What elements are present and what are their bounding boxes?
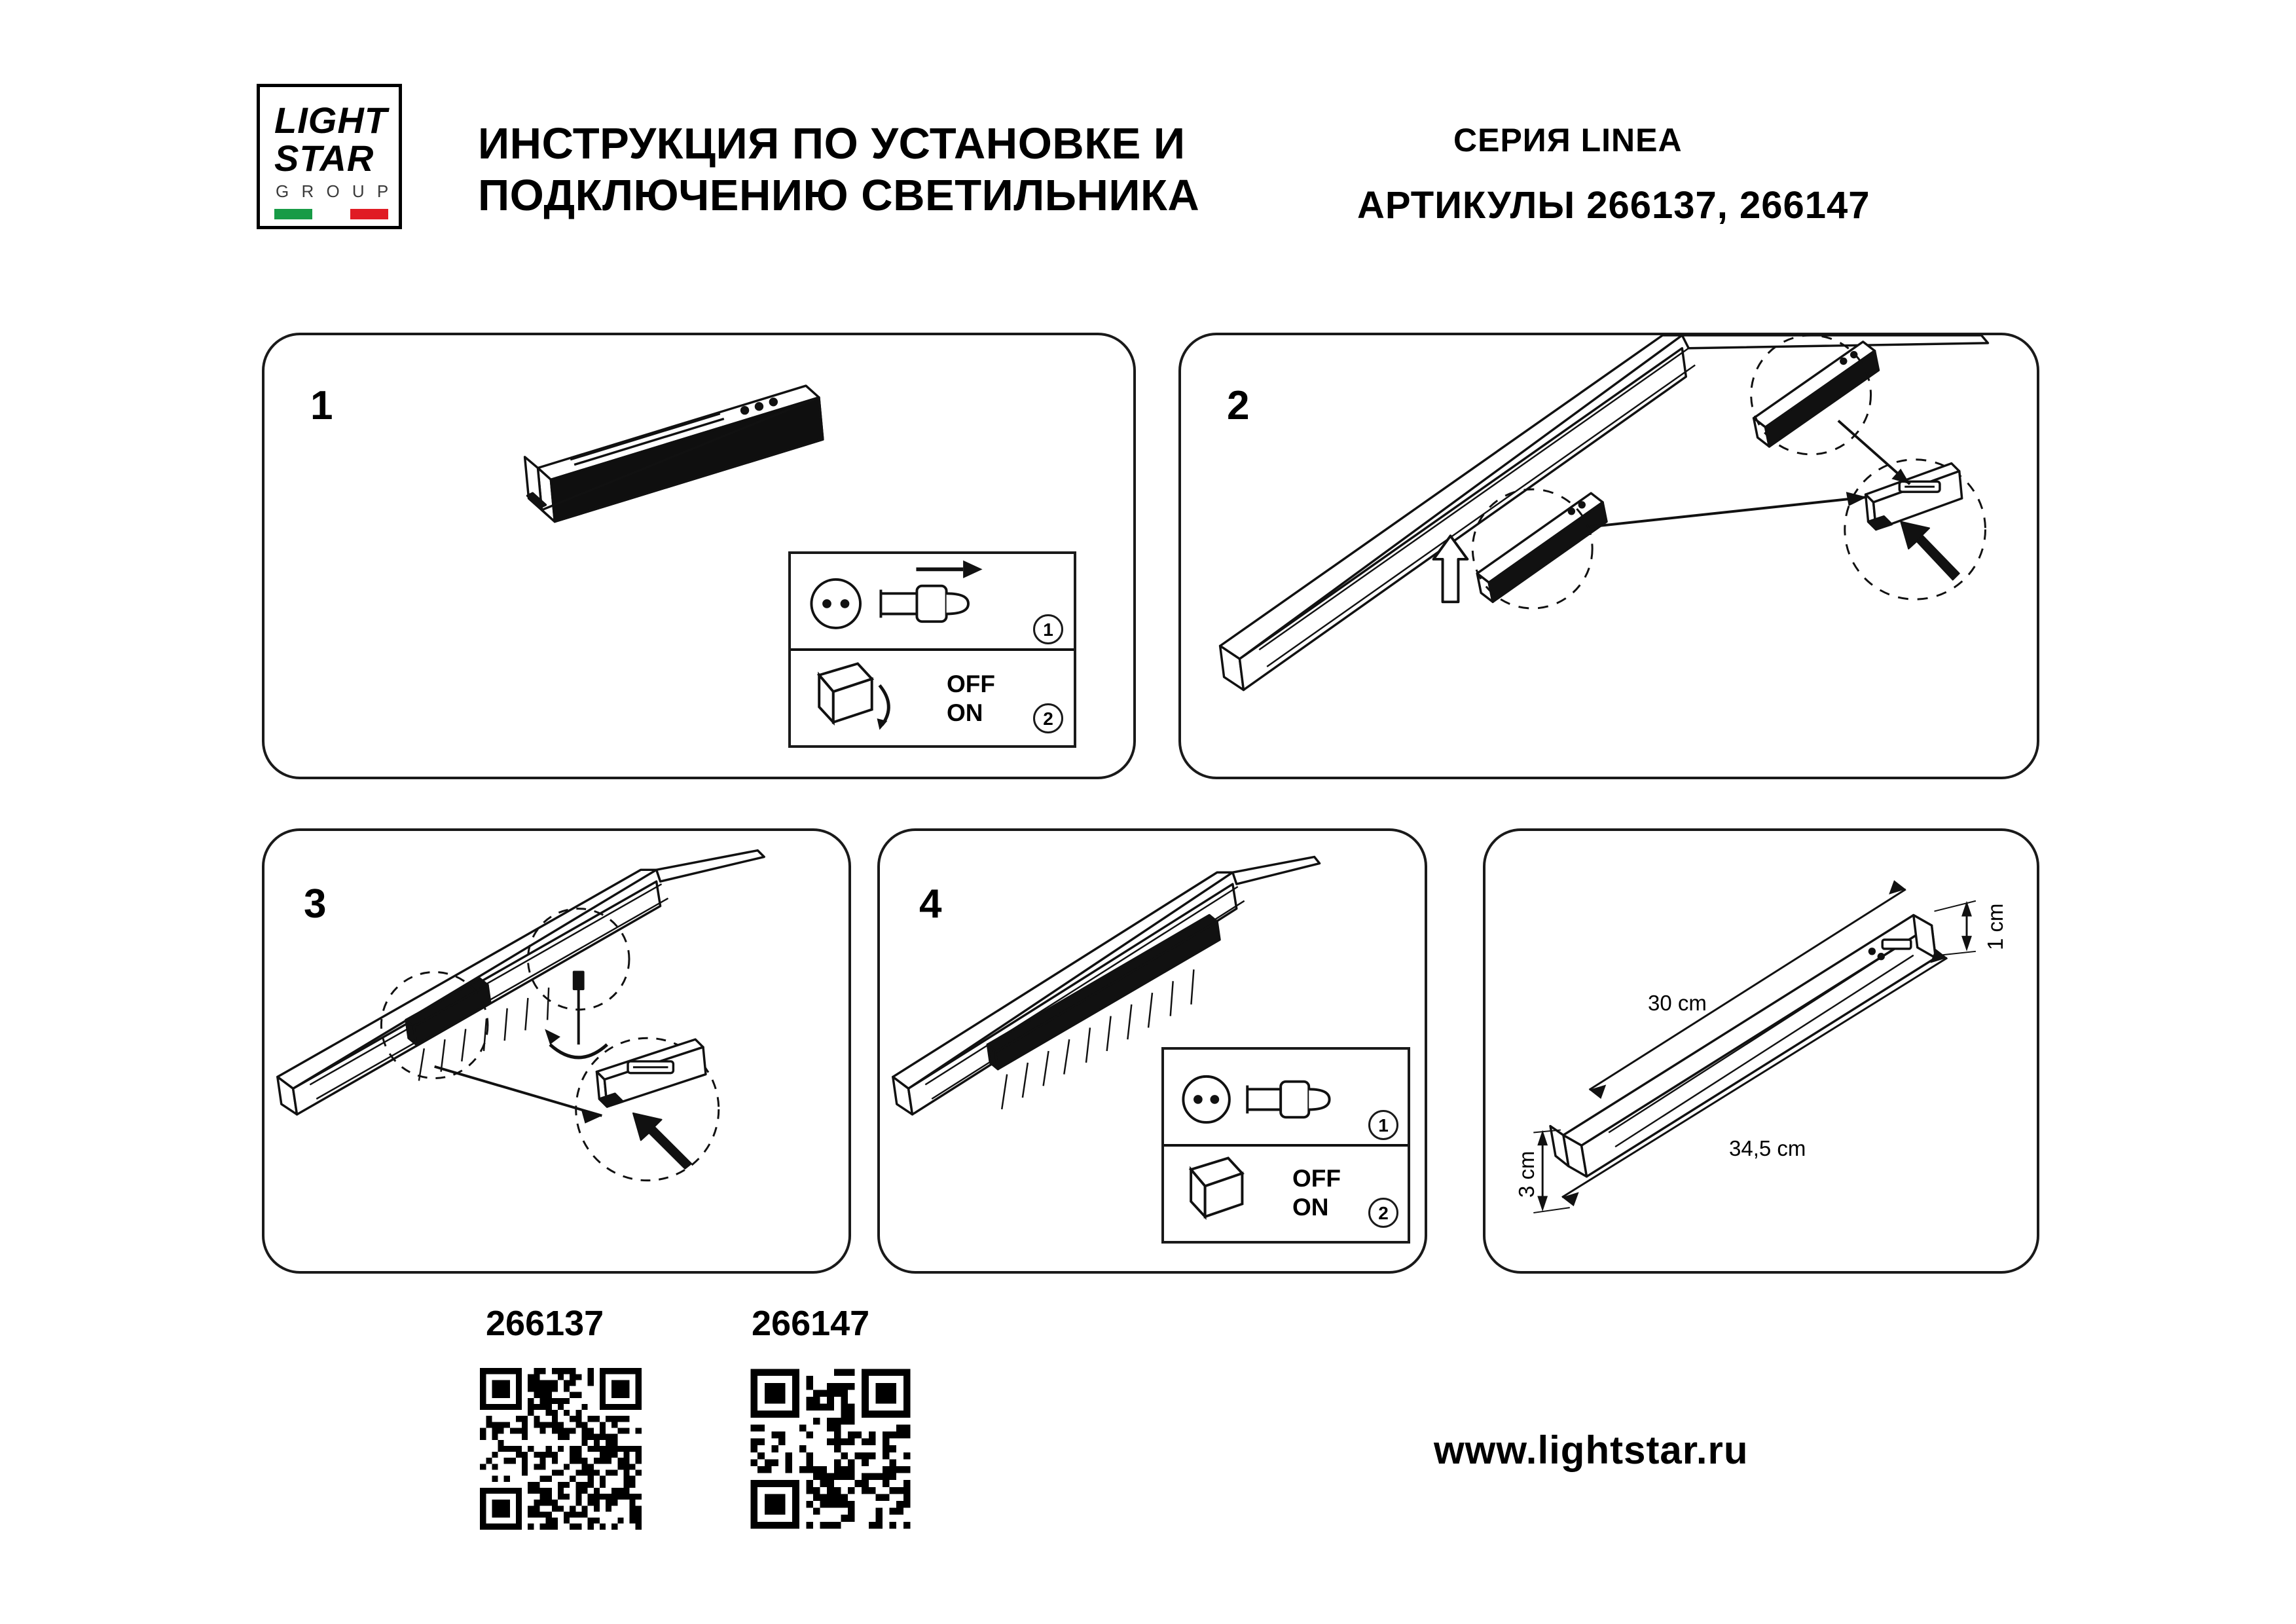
step-3-illustration bbox=[264, 831, 848, 1271]
legend-on-label-4: ON bbox=[1292, 1194, 1329, 1221]
logo-line-group: G R O U P bbox=[276, 181, 393, 201]
dimension-length-bottom: 34,5 cm bbox=[1729, 1136, 1806, 1160]
dimensions-illustration bbox=[1485, 831, 2037, 1271]
legend-badge-2-step4: 2 bbox=[1368, 1198, 1398, 1228]
logo-line-light: LIGHT bbox=[274, 100, 388, 141]
legend-box-step1 bbox=[788, 551, 1076, 748]
legend-on-label: ON bbox=[947, 699, 983, 726]
series-label: СЕРИЯ LINEA bbox=[1453, 122, 1683, 158]
dimension-height: 1 cm bbox=[1983, 903, 2007, 950]
logo bbox=[257, 84, 402, 229]
legend-badge-1-step4: 1 bbox=[1368, 1110, 1398, 1140]
step-number-1: 1 bbox=[310, 383, 333, 428]
page-title: ИНСТРУКЦИЯ ПО УСТАНОВКЕ И ПОДКЛЮЧЕНИЮ СВЕТИЛЬНИКА bbox=[478, 119, 1200, 220]
dimension-depth: 3 cm bbox=[1514, 1151, 1539, 1198]
step-number-2: 2 bbox=[1227, 383, 1250, 428]
dimensions-panel bbox=[1483, 828, 2039, 1274]
legend-icons-step1 bbox=[791, 554, 1074, 745]
articles-label: АРТИКУЛЫ 266137, 266147 bbox=[1357, 184, 1870, 227]
legend-off-label-4: OFF bbox=[1292, 1165, 1341, 1192]
legend-badge-2: 2 bbox=[1033, 703, 1063, 733]
page-header bbox=[0, 0, 2296, 288]
step-number-3: 3 bbox=[304, 881, 327, 927]
step-panel-2 bbox=[1178, 333, 2039, 779]
step-panel-1 bbox=[262, 333, 1136, 779]
dimension-length-top: 30 cm bbox=[1648, 991, 1707, 1015]
website-label: www.lightstar.ru bbox=[1434, 1428, 1749, 1472]
italy-flag-icon bbox=[274, 209, 388, 219]
step-2-illustration bbox=[1181, 335, 2037, 777]
legend-box-step4 bbox=[1161, 1047, 1410, 1244]
article-label-266147: 266147 bbox=[752, 1304, 870, 1343]
qr-code-266137 bbox=[474, 1362, 647, 1536]
logo-line-star: STAR bbox=[274, 138, 374, 179]
qr-code-266147 bbox=[744, 1362, 917, 1536]
article-label-266137: 266137 bbox=[486, 1304, 604, 1343]
step-panel-3 bbox=[262, 828, 851, 1274]
legend-off-label: OFF bbox=[947, 671, 995, 697]
legend-badge-1: 1 bbox=[1033, 614, 1063, 644]
step-number-4: 4 bbox=[919, 881, 942, 927]
step-panel-4 bbox=[877, 828, 1427, 1274]
